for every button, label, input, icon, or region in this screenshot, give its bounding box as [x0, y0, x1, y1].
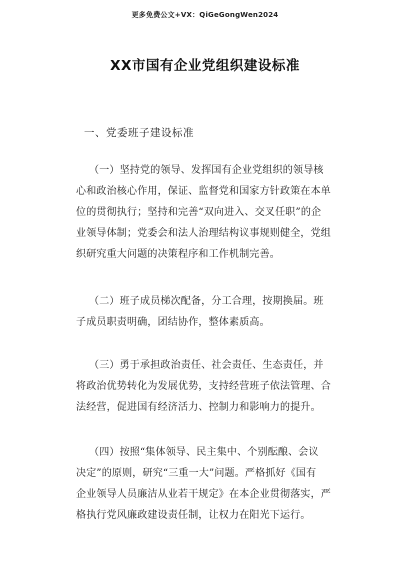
paragraph-line: （一）坚持党的领导、发挥国有企业党组织的领导核: [89, 165, 324, 176]
paragraph-line: 位的贯彻执行；坚持和完善“双向进入、交叉任职”的企: [76, 207, 322, 218]
paragraph-line: 心和政治核心作用，保证、监督党和国家方针政策在本单: [76, 186, 331, 197]
header-note: 更多免费公文+VX：QiGeGongWen2024: [131, 11, 279, 19]
document-title: XX市国有企业党组织建设标准: [110, 58, 300, 74]
paragraph-3: [76, 355, 338, 418]
paragraph-line: 将政治优势转化为发展优势，支持经营班子依法管理、合: [76, 381, 331, 392]
paragraph-line: 织研究重大问题的决策程序和工作机制完善。: [76, 249, 280, 260]
paragraph-line: （二）班子成员梯次配备，分工合理，按期换届。班: [89, 296, 324, 307]
paragraph-line: （四）按照“集体领导、民主集中、个别酝酿、会议: [89, 447, 319, 458]
paragraph-line: 格执行党风廉政建设责任制，让权力在阳光下运行。: [76, 510, 311, 521]
paragraph-line: 决定”的原则，研究“三重一大”问题。严格抓好《国有: [76, 468, 317, 479]
paragraph-line: 企业领导人员廉洁从业若干规定》在本企业贯彻落实，严: [76, 489, 331, 500]
paragraph-1: [76, 160, 338, 265]
paragraph-line: 法经营，促进国有经济活力、控制力和影响力的提升。: [76, 402, 321, 413]
paragraph-4: [76, 442, 338, 526]
paragraph-line: 业领导体制；党委会和法人治理结构议事规则健全，党组: [76, 228, 331, 239]
paragraph-line: （三）勇于承担政治责任、社会责任、生态责任，并: [89, 360, 324, 371]
paragraph-2: [76, 291, 338, 333]
paragraph-line: 子成员职责明确，团结协作，整体素质高。: [76, 317, 270, 328]
section-heading: 一、党委班子建设标准: [84, 127, 194, 139]
